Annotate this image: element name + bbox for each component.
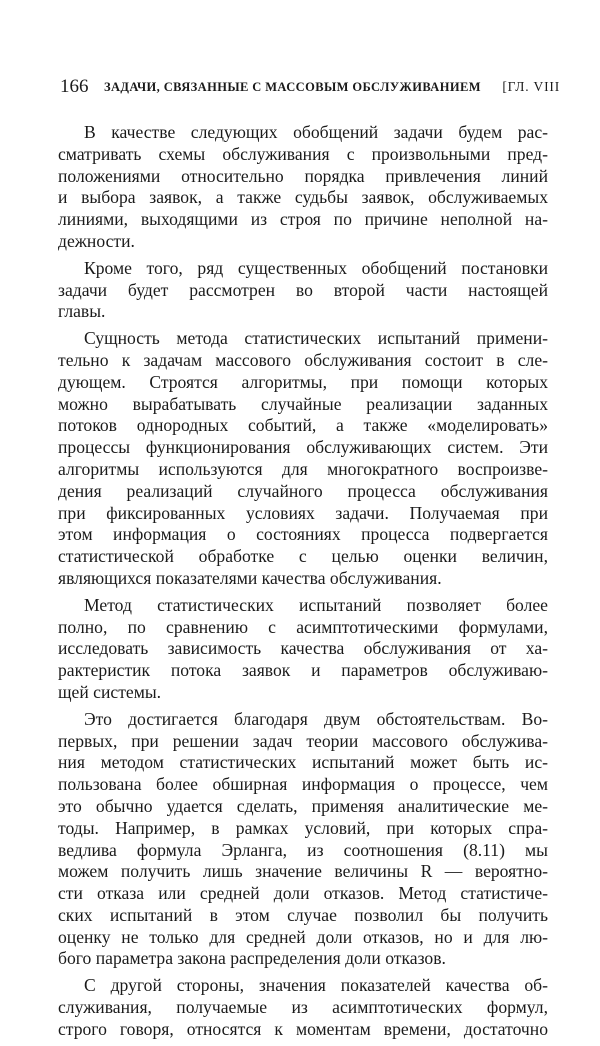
- paragraph-generalizations: [58, 122, 548, 253]
- text-line: и выбора заявок, а также судьбы заявок, обслуживаемых: [58, 187, 548, 208]
- chapter-reference: [ГЛ. VIII: [502, 79, 560, 94]
- paragraph-method-advantage: [58, 595, 548, 704]
- text-line: тельно к задачам массового обслуживания состоит в сле-: [58, 349, 548, 370]
- text-line: сматривать схемы обслуживания с произвольными пред-: [58, 143, 548, 164]
- text-line: алгоритмы используются для многократного воспроизве-: [58, 458, 548, 479]
- text-line: С другой стороны, значения показателей качества об-: [84, 975, 548, 996]
- page-body: [58, 122, 548, 1046]
- text-line: сти отказа или средней доли отказов. Метод статистиче-: [58, 883, 548, 904]
- text-line: Метод статистических испытаний позволяет более: [84, 594, 548, 615]
- text-line: статистической обработке с целью оценки величин,: [58, 546, 548, 567]
- text-line: этом информация о состояниях процесса подвергается: [58, 524, 548, 545]
- text-line: первых, при решении задач теории массового обслужива-: [58, 730, 548, 751]
- paragraph-other-side: [58, 975, 548, 1040]
- text-line: линиями, выходящими из строя по причине неполной на-: [58, 209, 548, 230]
- paragraph-two-circumstances: [58, 709, 548, 971]
- text-line: дежности.: [58, 230, 135, 251]
- text-line: являющихся показателями качества обслуживания.: [58, 567, 442, 588]
- text-line: можем получить лишь значение величины R — вероятно-: [58, 861, 548, 882]
- text-line: задачи будет рассмотрен во второй части настоящей: [58, 279, 548, 300]
- page-number: 166: [60, 76, 89, 97]
- text-line: дующем. Строятся алгоритмы, при помощи которых: [58, 371, 548, 392]
- text-line: бого параметра закона распределения доли отказов.: [58, 948, 446, 969]
- text-line: рактеристик потока заявок и параметров обслуживаю-: [58, 660, 548, 681]
- text-line: тоды. Например, в рамках условий, при которых спра-: [58, 817, 548, 838]
- text-line: ских испытаний в этом случае позволил бы получить: [58, 904, 548, 925]
- text-line: это обычно удается сделать, применяя аналитические ме-: [58, 795, 548, 816]
- text-line: полно, по сравнению с асимптотическими формулами,: [58, 616, 548, 637]
- page-header: [60, 76, 560, 98]
- text-line: процессы функционирования обслуживающих систем. Эти: [58, 437, 548, 458]
- text-line: ния методом статистических испытаний может быть ис-: [58, 752, 548, 773]
- text-line: служивания, получаемые из асимптотических формул,: [58, 997, 548, 1018]
- text-line: при фиксированных условиях задачи. Получаемая при: [58, 502, 548, 523]
- text-line: щей системы.: [58, 681, 162, 702]
- text-line: Это достигается благодаря двум обстоятельствам. Во-: [84, 708, 548, 729]
- text-line: В качестве следующих обобщений задачи будем рас-: [84, 122, 548, 142]
- text-line: положениями относительно порядка привлечения линий: [58, 165, 548, 186]
- paragraph-method-essence: [58, 328, 548, 590]
- running-title: ЗАДАЧИ, СВЯЗАННЫЕ С МАССОВЫМ ОБСЛУЖИВАНИЕМ: [104, 80, 481, 94]
- text-line: пользована более обширная информация о процессе, чем: [58, 774, 548, 795]
- paragraph-additional-generalizations: [58, 258, 548, 323]
- text-line: дения реализаций случайного процесса обслуживания: [58, 480, 548, 501]
- text-line: ведлива формула Эрланга, из соотношения (8.11) мы: [58, 839, 548, 860]
- text-line: Кроме того, ряд существенных обобщений постановки: [84, 257, 548, 278]
- text-line: строго говоря, относятся к моментам времени, достаточно: [58, 1018, 548, 1039]
- text-line: оценку не только для средней доли отказов, но и для лю-: [58, 926, 548, 947]
- text-line: исследовать зависимость качества обслуживания от ха-: [58, 638, 548, 659]
- text-line: потоков однородных событий, а также «моделировать»: [58, 415, 548, 436]
- text-line: можно вырабатывать случайные реализации заданных: [58, 393, 548, 414]
- text-line: главы.: [58, 301, 106, 322]
- text-line: Сущность метода статистических испытаний примени-: [84, 328, 548, 349]
